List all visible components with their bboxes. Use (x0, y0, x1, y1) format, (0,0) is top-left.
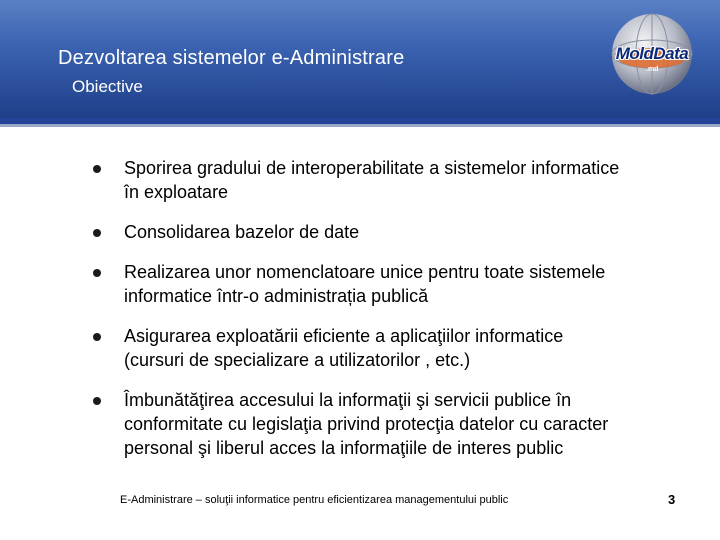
header-divider-light (0, 124, 720, 127)
list-item (90, 220, 690, 244)
logo-domain: .md (646, 66, 659, 73)
bullet-text-line: Asigurarea exploatării eficiente a aplicaţiilor informatice (124, 326, 564, 346)
bullet-text-line: Sporirea gradului de interoperabilitate a sistemelor informatice (124, 158, 620, 178)
bullet-dot-icon (93, 397, 101, 405)
objectives-list (90, 156, 690, 476)
bullet-dot-icon (93, 269, 101, 277)
bullet-text-line: personal şi liberul acces la informaţiile de interes public (124, 438, 564, 458)
bullet-dot-icon (93, 333, 101, 341)
bullet-dot-icon (93, 165, 101, 173)
slide-subtitle: Obiective (72, 77, 143, 96)
bullet-text-line: Consolidarea bazelor de date (124, 222, 360, 242)
bullet-text-line: (cursuri de specializare a utilizatorilor , etc.) (124, 350, 471, 370)
bullet-text-line: Îmbunătăţirea accesului la informaţii şi servicii publice în (124, 390, 572, 410)
bullet-text-line: conformitate cu legislaţia privind protecţia datelor cu caracter (124, 414, 609, 434)
slide-footer: E-Administrare – soluţii informatice pentru eficientizarea managementului public (120, 494, 509, 506)
logo-wordmark: MoldData (615, 44, 689, 63)
slide-title: Dezvoltarea sistemelor e-Administrare (58, 47, 405, 69)
bullet-text-line: informatice într-o administrația publică (124, 286, 429, 306)
page-number: 3 (668, 492, 676, 507)
list-item (90, 260, 690, 308)
list-item (90, 388, 690, 460)
bullet-dot-icon (93, 229, 101, 237)
slide-header (0, 0, 720, 118)
molddata-logo (606, 8, 698, 100)
bullet-text-line: în exploatare (124, 182, 229, 202)
list-item (90, 156, 690, 204)
bullet-text-line: Realizarea unor nomenclatoare unice pentru toate sistemele (124, 262, 606, 282)
list-item (90, 324, 690, 372)
